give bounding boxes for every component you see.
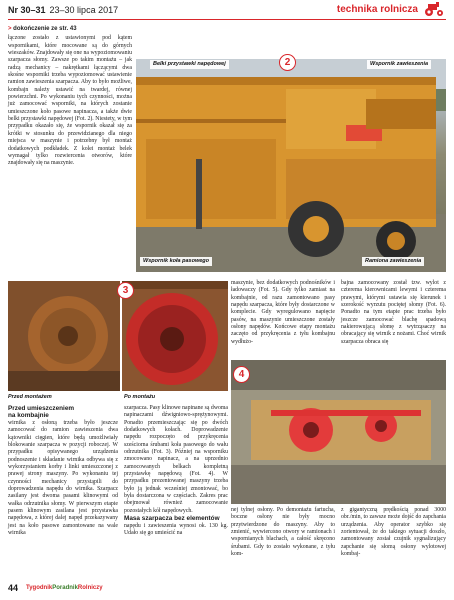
right-text: bajna zamocowany został tzw. wylot z czterema kierownicami lewymi i czterema prawymi, którymi ustawia się kierunek i szerokość wyrzutu pociętej słomy (Fot. 6). Ponadto na tym etapie prac trzeba było jeszcze zamocować blachę spadową nakierowującą słomę z wytrząsaczy na obracający się wirnik z nożami. Choć wirnik szarpacza obraca się	[341, 280, 446, 345]
issue-number: Nr 30–31	[8, 5, 46, 15]
continuation-note: > dokończenie ze str. 43	[8, 26, 77, 32]
photo-after-mounting	[122, 281, 228, 391]
column-b2-text-2: napędu i zawieszenia wynosi ok. 130 kg. Udało się go umieścić na	[124, 522, 228, 536]
caption-after: Po montażu	[124, 394, 156, 400]
photo-before-mounting	[8, 281, 120, 391]
photo-number-4: 4	[233, 366, 250, 383]
tractor-icon	[422, 2, 446, 16]
label-pulley-bracket: Wspornik koła pasowego	[140, 257, 212, 266]
column-b2-text: szarpacza. Pasy klinowe napinane są dwoma napinaczami dźwigniowo-sprężynowymi. Ponadto przemieszczając się po dwóch dodatkowych kołach. Doprowadzenie napędu rozpoczęto od przykręcenia sześciorna śrubami koła pasowego do wału odrzutnika (Fot. 3). Później na wsporniku zmocowano napinacz, a na uprzednio zamocowanych belkach kompletną przystawkę napędową (Fot. 4). W przypadku prezentowanej maszyny trzeba było ją jednak wcześniej zmontować, bo była dostarczona w częściach. Zakres prac obejmował również zamocowanie pozostałych kół napędowych.	[124, 405, 228, 514]
header-divider	[8, 19, 446, 20]
section-brand: technika rolnicza	[336, 4, 418, 15]
label-drive-beams: Belki przystawki napędowej	[150, 60, 229, 69]
page-number: 44	[8, 583, 19, 593]
drive-attachment-illustration	[231, 360, 446, 504]
column-b3-text: nej tylnej osłony. Po demontażu fartucha, boczne osłony nie były mocno przytwierdzone do maszyny. Aby to zmienić, wywiercono otwory w ramionach i wspornianych blachach, a całość skręcono śrubami. Gdy to zostało wykonane, z tyłu kom-	[231, 507, 335, 558]
article-column-right	[341, 280, 446, 346]
column-1-text: łączone zostało z ustawionymi pod kątem wspornikami, które mocowane są do górnych wieszaków. Znajdowały się one na wypoziomowaniu szarpacza słomy. Zawsze po takim montażu – jak radzą mechanicy – nakrętkami łączącymi dwa skośne wsporniki trzeba wypoziomować ustawienie ramion zawieszenia szarpacza. Aby to było możliwe, kombajn należy ustawić na twardej, równej powierzchni. Po wykonaniu tych czynności, można już zamocować wsporniki, na których zostanie umieszczone koło pasowe napinacza, a także dwie belki przystawki napędowej (Fot. 2). Niestety, w tym przypadku okazało się, że wspornik okazał się za krótki w stosunku do przewidzianego dla niego miejsca w maszynie i potrzebny był montaż dodatkowych podkładek. Z kolei montaż belek wymagał tylko rozwiercenia otworów, które znajdowały się na maszynie.	[8, 35, 132, 167]
article-column-b4	[341, 507, 446, 558]
label-suspension-bracket: Wspornik zawieszenia	[367, 60, 431, 69]
caption-before: Przed montażem	[8, 394, 52, 400]
article-column-1	[8, 26, 132, 168]
drive-attachment-photo	[231, 360, 446, 504]
article-column-b2	[124, 405, 228, 537]
pulley-before-illustration	[8, 281, 120, 391]
mid-text: maszynie, bez dodatkowych podnośników i ładowaczy (Fot. 5). Gdy tylko zamiast na kombajnie, od razu zamontowano pasy napędu szarpacza, które były dostarczone w komplecie. Gdy wyregulowano napięcie pasów, na maszynie umieszczone zostały osłony napędów. Końcowe etapy montażu zaczęto od przykręcenia z tyłu kombajnu wydłużo-	[231, 280, 335, 345]
issue-info	[8, 5, 118, 15]
article-column-b3	[231, 507, 335, 558]
photo-number-2: 2	[279, 54, 296, 71]
issue-date: 23–30 lipca 2017	[49, 5, 119, 15]
pulley-after-illustration	[122, 281, 228, 391]
section-heading-1: Przed umieszczeniem na kombajnie	[8, 405, 75, 420]
photo-number-3: 3	[117, 282, 134, 299]
article-column-mid	[231, 280, 335, 346]
combine-harvester-photo	[136, 59, 446, 272]
column-b1-text: wirnika z osłoną trzeba było jeszcze zamocować do ramion zawieszenia dwa kątowniki cięgien, które będą umożliwiały blokowanie szarpacza w pozycji roboczej. W przypadku opisywanego urządzenia podnoszenie i składanie wirnika odbywa się z wykorzystaniem korby i linki umieszczonej z prawej strony maszyny. Po wykonaniu tej czynności mechanicy przystąpili do doprowadzenia napędu do wirnika. Szarpacz zasilany jest dwoma pasami klinowymi od wałka odrzutnika słomy. W pierwszym etapie pasem klinowym zasilana jest przystawka napędowa, z której dalej napęd przekazywany jest na koło pasowe zamontowane na wale wirnika	[8, 419, 118, 536]
section-heading-2: Masa szarpacza bez elementów	[124, 515, 220, 523]
article-column-b1	[8, 405, 118, 537]
magazine-brand: TygodnikPoradnikRolniczy	[26, 585, 103, 591]
label-suspension-arms: Ramiona zawieszenia	[362, 257, 424, 266]
harvester-illustration	[136, 59, 446, 272]
column-b4-text: z gigantyczną prędkością ponad 3000 obr./min, to zawsze może dojść do zapchania urządzenia. Aby operator szybko się zorientował, że do takiego sytuacji doszło, zamontowany został czujnik sygnalizujący zapchanie się słomą osłony wylotowej kombaj-	[341, 507, 446, 558]
